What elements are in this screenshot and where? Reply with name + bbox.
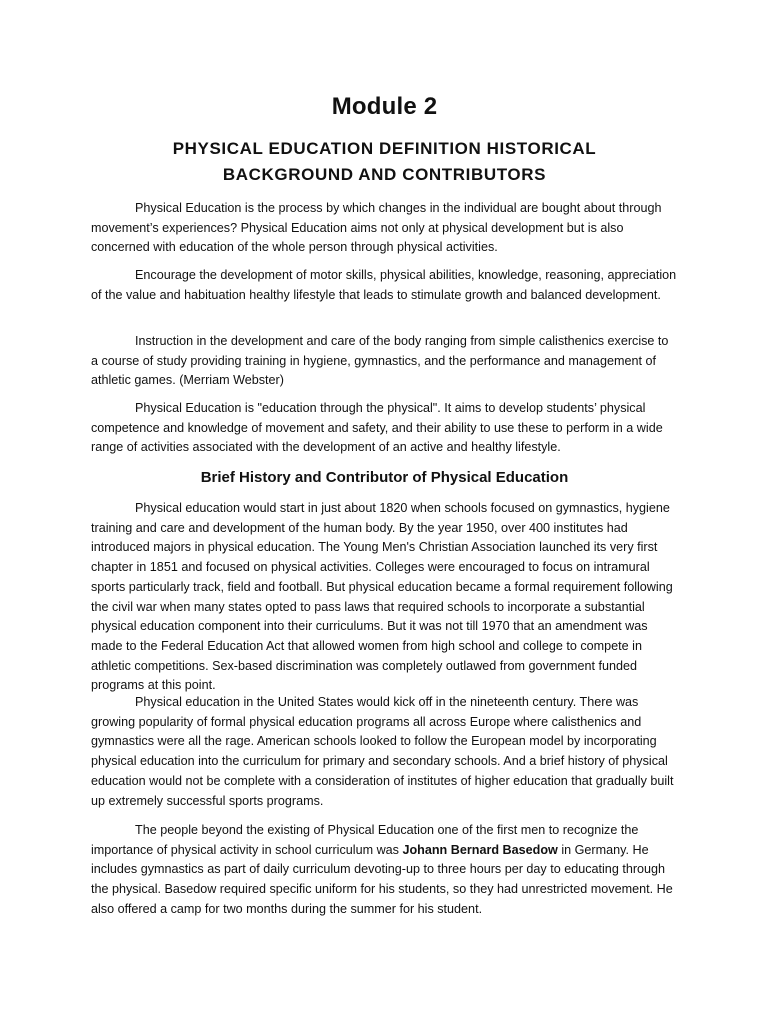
module-title: Module 2 xyxy=(331,93,438,120)
paragraph-text: in Germany. He includes gymnastics as part of daily curriculum devoting-up to three hours per day to educating through the physical. Basedow required specific uniform for his students, so they had unrestricted movement. He also offered a camp for two months during the summer for his student. xyxy=(91,842,673,916)
paragraph-text: Physical education in the United States would kick off in the nineteenth century. There was growing popularity of formal physical education programs all across Europe where calisthenics and gymnastics were all the rage. American schools looked to follow the European model by incorporating physical education into the curriculum for primary and secondary schools. And a brief history of physical education would not be complete with a consideration of institutes of higher education that gradually built up extremely successful sports programs. xyxy=(91,695,674,808)
paragraph-text: Physical Education is "education through the physical". It aims to develop students’ physical competence and knowledge of movement and safety, and their ability to use these to perform in a wide range of activities associated with the development of an active and healthy lifestyle. xyxy=(91,401,663,455)
paragraph-basedow xyxy=(91,821,678,920)
paragraph-text: Physical education would start in just about 1820 when schools focused on gymnastics, hygiene training and care and development of the human body. By the year 1950, over 400 institutes had introduced majors in physical education. The Young Men's Christian Association launched its very first chapter in 1851 and focused on physical activities. Colleges were encouraged to focus on intramural sports particularly track, field and football. But physical education became a formal requirement following the civil war when many states opted to pass laws that required schools to incorporate a substantial physical education component into their curriculums. But it was not till 1970 that an amendment was made to the Federal Education Act that allowed women from high school and college to compete in athletic competitions. Sex-based discrimination was completely outlawed from government funded programs at this point. xyxy=(91,501,673,693)
paragraph-text: Instruction in the development and care of the body ranging from simple calisthenics exercise to a course of study providing training in hygiene, gymnastics, and the performance and management of athletic games. (Merriam Webster) xyxy=(91,334,669,388)
main-title xyxy=(91,136,678,188)
main-title-line-1: PHYSICAL EDUCATION DEFINITION HISTORICAL xyxy=(172,139,597,158)
paragraph-history-united-states xyxy=(91,693,678,811)
paragraph-motor-skills xyxy=(91,266,678,305)
section-subheading: Brief History and Contributor of Physical Education xyxy=(200,469,569,486)
main-title-line-2: BACKGROUND AND CONTRIBUTORS xyxy=(222,165,547,184)
paragraph-education-through-physical xyxy=(91,399,678,458)
paragraph-definition xyxy=(91,199,678,258)
paragraph-text: The people beyond the existing of Physical Education one of the first men to recognize the importance of physical activity in school curriculum was xyxy=(91,823,639,857)
paragraph-merriam-webster xyxy=(91,332,678,391)
paragraph-text: Encourage the development of motor skills, physical abilities, knowledge, reasoning, appreciation of the value and habituation healthy lifestyle that leads to stimulate growth and balanced development. xyxy=(91,268,677,302)
paragraph-history-1820 xyxy=(91,499,678,696)
paragraph-text: Physical Education is the process by which changes in the individual are bought about through movement’s experiences? Physical Education aims not only at physical development but is also concerned with education of the whole person through physical activities. xyxy=(91,201,662,255)
contributor-name: Johann Bernard Basedow xyxy=(402,842,558,857)
